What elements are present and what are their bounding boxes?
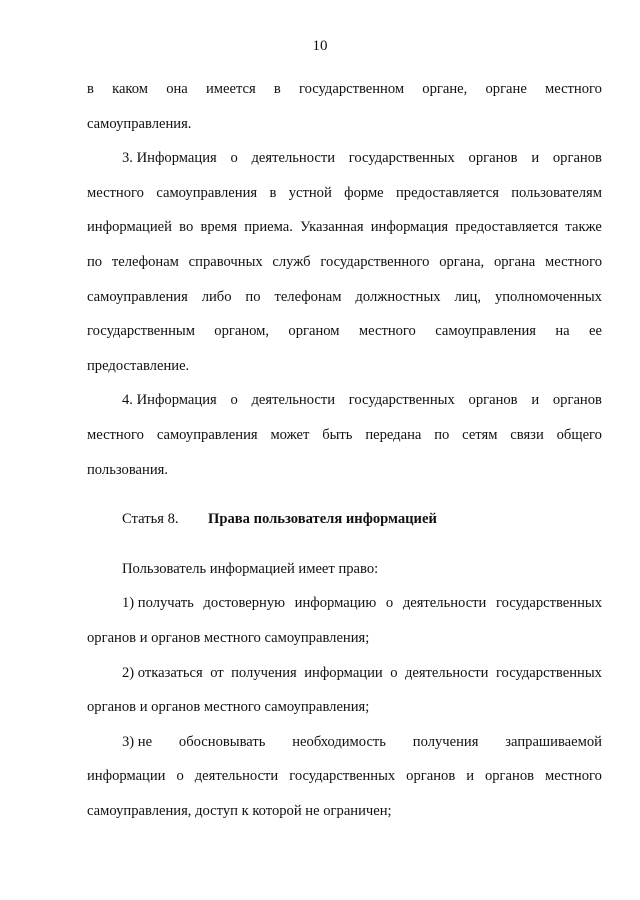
- word: самоуправления: [156, 184, 258, 201]
- word: органов: [468, 392, 518, 409]
- word: государственных: [495, 595, 602, 612]
- word: имеется: [205, 81, 256, 97]
- word: о: [385, 595, 394, 612]
- word: Указанная: [300, 219, 364, 236]
- word: достоверную: [203, 595, 286, 612]
- word: телефонам: [274, 288, 342, 305]
- word: устной: [288, 184, 332, 201]
- word: органом: [288, 323, 340, 340]
- page-number: 10: [312, 38, 328, 54]
- word: самоуправления: [435, 323, 536, 340]
- word: местного: [545, 81, 602, 97]
- word: о: [230, 150, 238, 167]
- word: 3) не: [122, 733, 153, 750]
- word: время: [200, 219, 238, 236]
- word: запрашиваемой: [505, 733, 602, 750]
- word: должностных: [355, 288, 441, 305]
- word: лиц,: [454, 288, 482, 305]
- text-line: самоуправления.: [87, 115, 192, 132]
- document-body: [87, 72, 602, 828]
- text-line: органов и органов местного самоуправления;: [87, 699, 370, 716]
- text-line: [87, 141, 602, 176]
- word: и: [466, 768, 474, 785]
- word: может: [270, 426, 310, 443]
- word: получения: [412, 733, 479, 750]
- word: 4. Информация: [122, 392, 217, 409]
- word: на: [555, 323, 570, 340]
- text-line: [87, 586, 602, 621]
- word: информация: [370, 219, 449, 236]
- text-line: самоуправления, доступ к которой не ограничен;: [87, 802, 392, 819]
- word: органов: [484, 768, 535, 785]
- word: информацией: [87, 219, 172, 236]
- article-title: Права пользователя информацией: [208, 511, 437, 528]
- word: в: [87, 81, 94, 97]
- word: органом,: [214, 323, 270, 340]
- word: самоуправления: [87, 288, 188, 305]
- word: деятельности: [404, 664, 489, 681]
- word: государственном: [298, 81, 405, 97]
- word: предоставляется: [455, 219, 559, 236]
- section-gap: [87, 487, 602, 502]
- article-number: Статья 8.: [122, 511, 179, 528]
- word: получения: [231, 664, 297, 681]
- text-line: органов и органов местного самоуправления;: [87, 629, 370, 646]
- word: по: [434, 426, 450, 443]
- word: по: [245, 288, 261, 305]
- word: уполномоченных: [494, 288, 602, 305]
- text-line: [87, 759, 602, 794]
- word: органов: [406, 768, 456, 785]
- word: телефонам: [111, 253, 179, 270]
- word: местного: [544, 768, 602, 785]
- word: местного: [545, 253, 602, 270]
- word: 1) получать: [122, 595, 194, 612]
- word: деятельности: [194, 768, 279, 785]
- word: местного: [358, 323, 416, 340]
- word: органе,: [422, 81, 468, 97]
- text-line: [87, 314, 602, 349]
- word: о: [176, 768, 184, 785]
- word: государственным: [87, 323, 195, 340]
- word: и: [531, 392, 540, 409]
- word: государственных: [348, 150, 455, 167]
- text-line: [87, 383, 602, 418]
- text-line: [87, 210, 602, 245]
- word: местного: [87, 426, 144, 443]
- text-line: [87, 418, 602, 453]
- text-line: [87, 725, 602, 760]
- text-line: [87, 280, 602, 315]
- word: органе: [485, 81, 527, 97]
- word: во: [179, 219, 194, 236]
- word: о: [230, 392, 238, 409]
- word: передана: [365, 426, 422, 443]
- word: необходимость: [292, 733, 386, 750]
- word: обосновывать: [178, 733, 266, 750]
- word: и: [531, 150, 540, 167]
- text-line: пользования.: [87, 461, 168, 478]
- word: форме: [344, 184, 384, 201]
- word: по: [87, 253, 103, 270]
- word: служб: [272, 253, 311, 270]
- word: государственных: [495, 664, 602, 681]
- word: ее: [588, 323, 602, 340]
- word: органа: [493, 253, 536, 270]
- word: общего: [556, 426, 602, 443]
- word: органа,: [439, 253, 485, 270]
- word: органов: [552, 392, 602, 409]
- word: местного: [87, 184, 144, 201]
- word: в: [273, 81, 281, 97]
- word: деятельности: [251, 150, 336, 167]
- word: справочных: [188, 253, 263, 270]
- word: деятельности: [251, 392, 336, 409]
- word: информации: [87, 768, 166, 785]
- word: связи: [510, 426, 544, 443]
- word: 3. Информация: [122, 150, 217, 167]
- word: каком: [112, 81, 149, 97]
- word: предоставляется: [396, 184, 499, 201]
- text-line: предоставление.: [87, 357, 190, 374]
- word: 2) отказаться: [122, 664, 203, 681]
- word: пользователям: [511, 184, 602, 201]
- word: информации: [304, 664, 383, 681]
- text-line: [87, 176, 602, 211]
- word: в: [269, 184, 277, 201]
- word: государственных: [348, 392, 455, 409]
- word: информацию: [294, 595, 377, 612]
- word: государственного: [320, 253, 430, 270]
- text-line: [87, 656, 602, 691]
- word: от: [210, 664, 224, 681]
- word: быть: [322, 426, 353, 443]
- word: государственных: [289, 768, 396, 785]
- word: либо: [201, 288, 232, 305]
- section-gap: [87, 537, 602, 552]
- text-line: [87, 245, 602, 280]
- word: органов: [468, 150, 518, 167]
- word: сетям: [462, 426, 498, 443]
- word: деятельности: [402, 595, 487, 612]
- word: органов: [552, 150, 602, 167]
- word: о: [390, 664, 398, 681]
- word: она: [166, 81, 188, 97]
- article-heading: [87, 502, 602, 537]
- text-line: [87, 72, 602, 107]
- word: самоуправления: [156, 426, 258, 443]
- word: также: [565, 219, 602, 236]
- word: приема.: [244, 219, 293, 236]
- text-line: Пользователь информацией имеет право:: [122, 560, 379, 577]
